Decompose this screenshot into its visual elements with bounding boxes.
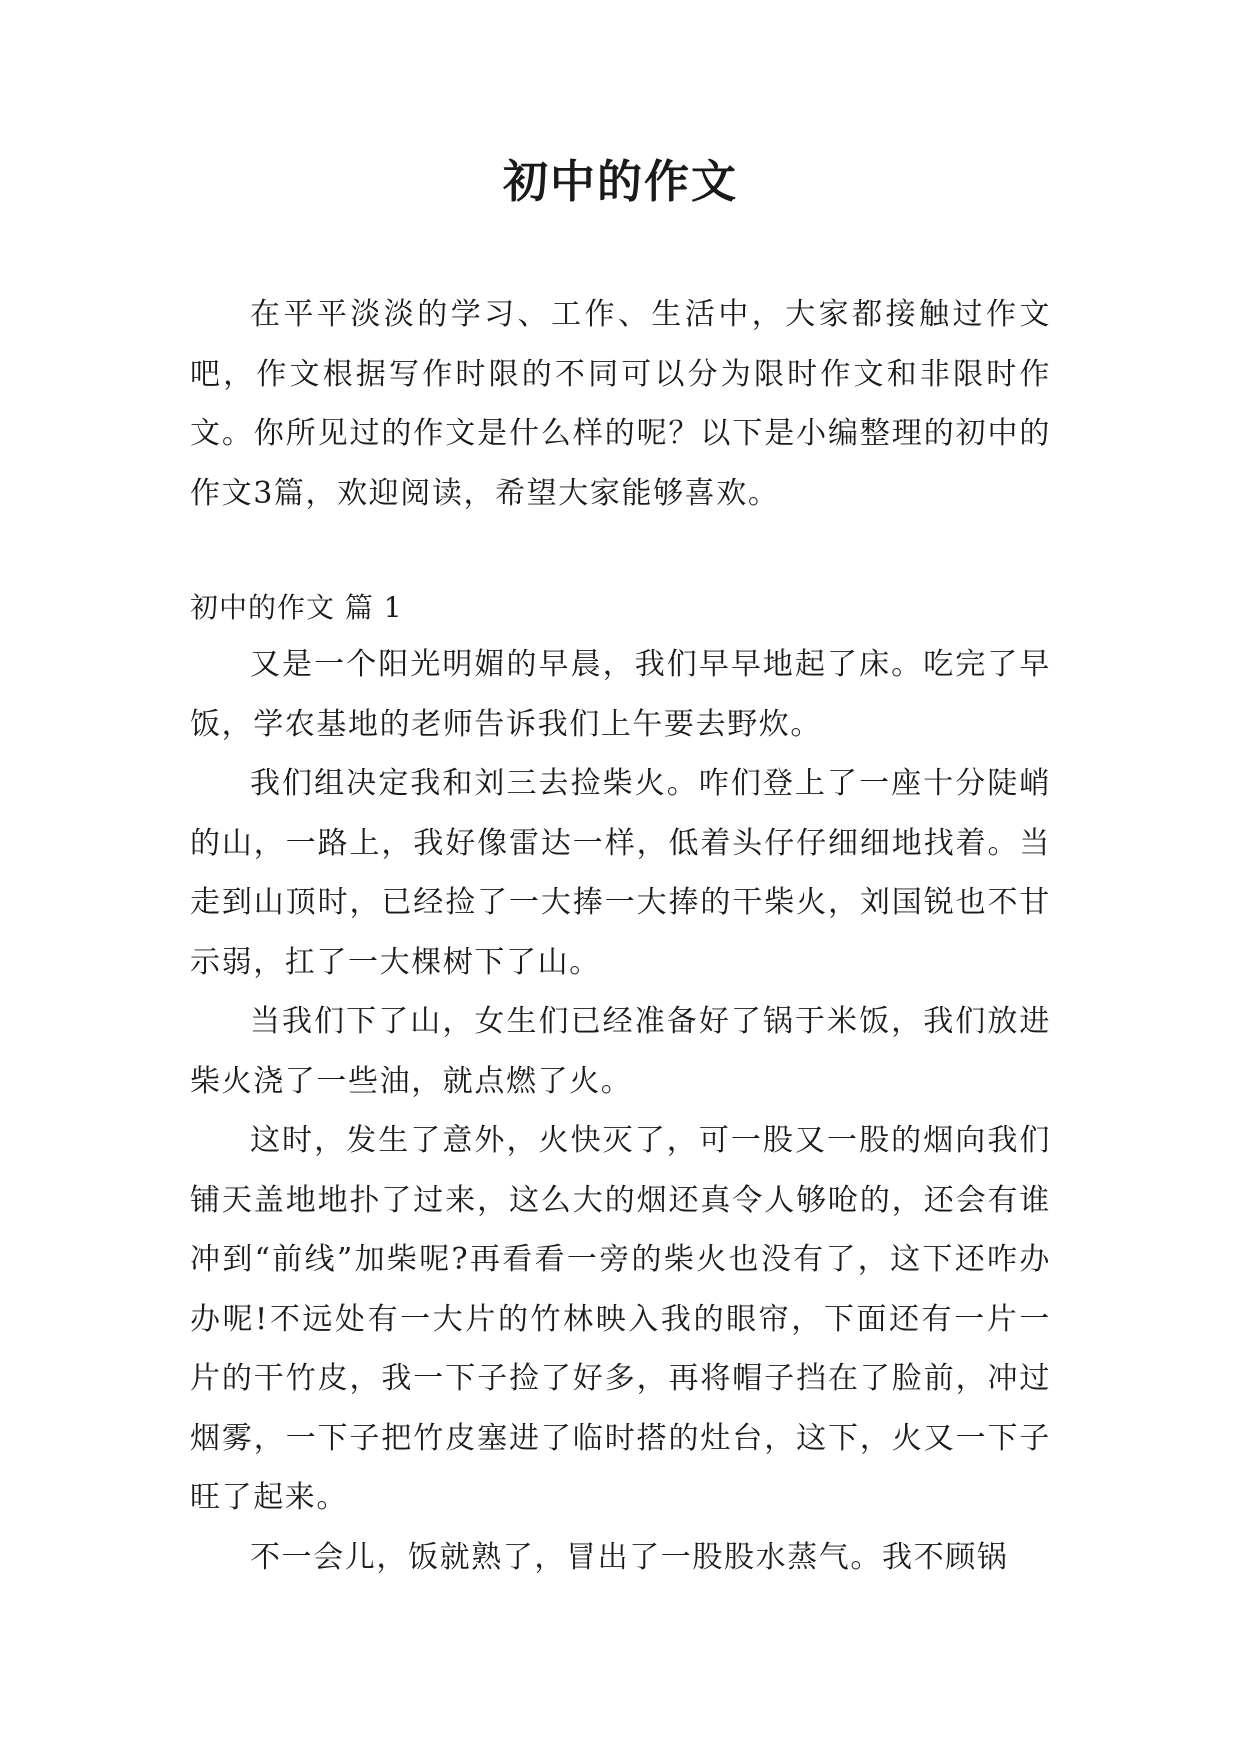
document-body <box>190 285 1051 1587</box>
body-paragraph-3: 当我们下了山，女生们已经准备好了锅于米饭，我们放进柴火浇了一些油，就点燃了火。 <box>190 1004 1051 1099</box>
body-paragraph-5: 不一会儿，饭就熟了，冒出了一股股水蒸气。我不顾锅 <box>250 1539 1009 1575</box>
body-paragraph-4: 这时，发生了意外，火快灭了，可一股又一股的烟向我们铺天盖地地扑了过来，这么大的烟还真令人够呛的，还会有谁冲到“前线”加柴呢?再看看一旁的柴火也没有了，这下还咋办办呢!不远处有一大片的竹林映入我的眼帘，下面还有一片一片的干竹皮，我一下子捡了好多，再将帽子挡在了脸前，冲过烟雾，一下子把竹皮塞进了临时搭的灶台，这下，火又一下子旺了起来。 <box>190 1123 1051 1515</box>
body-paragraph-1: 又是一个阳光明媚的早晨，我们早早地起了床。吃完了早饭，学农基地的老师告诉我们上午要去野炊。 <box>190 647 1051 742</box>
document-title: 初中的作文 <box>502 155 738 208</box>
intro-paragraph: 在平平淡淡的学习、工作、生活中，大家都接触过作文吧，作文根据写作时限的不同可以分为限时作文和非限时作文。你所见过的作文是什么样的呢？以下是小编整理的初中的作文3篇，欢迎阅读，希望大家能够喜欢。 <box>190 297 1051 511</box>
body-paragraph-2: 我们组决定我和刘三去捡柴火。咋们登上了一座十分陡峭的山，一路上，我好像雷达一样，低着头仔仔细细地找着。当走到山顶时，已经捡了一大捧一大捧的干柴火，刘国锐也不甘示弱，扛了一大棵树下了山。 <box>190 766 1051 980</box>
section-heading: 初中的作文 篇 1 <box>190 591 403 624</box>
